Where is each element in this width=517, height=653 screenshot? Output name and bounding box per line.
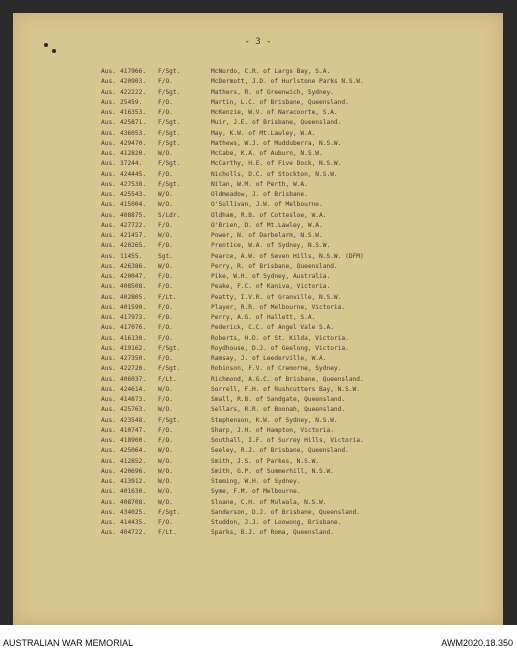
list-item: [13, 323, 503, 333]
list-item: [13, 436, 503, 446]
rank: W/O.: [158, 478, 173, 485]
rank: W/O.: [158, 406, 173, 414]
service-prefix: Aus.: [101, 416, 116, 424]
list-item: [13, 139, 503, 149]
service-number: 408875.: [120, 211, 147, 219]
rank: W/O.: [158, 262, 173, 270]
service-number: 416353.: [120, 109, 147, 116]
rank: F/O.: [158, 242, 173, 250]
service-number: 416130.: [120, 334, 147, 342]
service-prefix: Aus.: [101, 180, 116, 188]
rank: F/O.: [158, 314, 173, 321]
rank: F/Sgt.: [158, 139, 181, 147]
list-item: [13, 180, 503, 190]
person-name: Prentice, W.A. of Sydney, N.S.W.: [211, 242, 331, 250]
rank: W/O.: [158, 150, 173, 157]
service-number: 413912.: [120, 478, 147, 485]
rank: F/Sgt.: [158, 508, 181, 516]
person-name: Perry, A.G. of Hallett, S.A.: [211, 314, 316, 321]
rank: F/O.: [158, 170, 173, 178]
list-item: [13, 211, 503, 221]
roll-list: [13, 67, 503, 539]
service-prefix: Aus.: [101, 252, 116, 260]
person-name: McDermott, J.D. of Hurlstone Parks N.S.W.: [211, 78, 364, 86]
service-number: 426386.: [120, 262, 147, 270]
person-name: Stephenson, K.W. of Sydney, N.S.W.: [211, 416, 338, 424]
person-name: Richmond, A.G.C. of Brisbane, Queensland.: [211, 375, 364, 383]
rank: W/O.: [158, 498, 173, 506]
list-item: [13, 446, 503, 456]
person-name: O'Brien, D. of Mt.Lawley, W.A.: [211, 221, 323, 229]
person-name: Sharp, J.H. of Hampton, Victoria.: [211, 426, 334, 434]
person-name: O'Sullivan, J.W. of Melbourne.: [211, 201, 323, 209]
list-item: [13, 262, 503, 272]
rank: W/O.: [158, 467, 173, 475]
service-number: 37244.: [120, 160, 143, 168]
list-item: [13, 231, 503, 241]
list-item: [13, 364, 503, 374]
service-prefix: Aus.: [101, 109, 116, 116]
person-name: Mathews, W.J. of Mudduberra, N.S.W.: [211, 139, 342, 147]
list-item: [13, 303, 503, 313]
service-number: 401590.: [120, 303, 147, 311]
list-item: [13, 426, 503, 436]
rank: F/O.: [158, 355, 173, 362]
person-name: McNurdo, C.R. of Largs Bay, S.A.: [211, 68, 331, 75]
service-number: 425871.: [120, 119, 147, 127]
list-item: [13, 221, 503, 231]
service-prefix: Aus.: [101, 529, 116, 537]
service-prefix: Aus.: [101, 303, 116, 311]
rank: F/O.: [158, 324, 173, 332]
person-name: Oldham, R.B. of Cottesloe, W.A.: [211, 211, 327, 219]
service-prefix: Aus.: [101, 447, 116, 455]
institution-name: AUSTRALIAN WAR MEMORIAL: [3, 638, 134, 648]
service-prefix: Aus.: [101, 344, 116, 352]
list-item: [13, 498, 503, 508]
rank: F/O.: [158, 519, 173, 526]
service-prefix: Aus.: [101, 488, 116, 496]
person-name: Robinson, F.V. of Cremorne, Sydney.: [211, 365, 342, 373]
service-number: 425064.: [120, 447, 147, 455]
service-number: 414435.: [120, 519, 147, 526]
person-name: Nilan, W.M. of Perth, W.A.: [211, 180, 308, 188]
person-name: Southall, I.F. of Surrey Hills, Victoria.: [211, 437, 364, 444]
rank: W/O.: [158, 457, 173, 465]
rank: F/Sgt.: [158, 365, 181, 373]
person-name: Seeley, R.J. of Brisbane, Queensland.: [211, 447, 349, 455]
list-item: [13, 149, 503, 159]
rank: F/O.: [158, 98, 173, 106]
person-name: Pederick, C.C. of Angel Vale S.A.: [211, 324, 334, 332]
list-item: [13, 487, 503, 497]
person-name: Pearce, A.W. of Seven Hills, N.S.W. (DFM): [211, 252, 364, 260]
list-item: [13, 518, 503, 528]
rank: W/O.: [158, 232, 173, 239]
person-name: Syme, F.M. of Melbourne.: [211, 488, 301, 496]
person-name: Martin, L.C. of Brisbane, Queensland.: [211, 98, 349, 106]
rank: F/O.: [158, 221, 173, 229]
service-number: 436053.: [120, 129, 147, 137]
service-number: 424614.: [120, 385, 147, 393]
service-number: 425763.: [120, 406, 147, 414]
person-name: Peatty, I.V.R. of Granville, N.S.W.: [211, 293, 342, 301]
list-item: [13, 108, 503, 118]
service-number: 415004.: [120, 201, 147, 209]
person-name: Sparks, B.J. of Roma, Queensland.: [211, 529, 334, 537]
service-prefix: Aus.: [101, 467, 116, 475]
person-name: Sanderson, D.J. of Brisbane, Queensland.: [211, 508, 361, 516]
person-name: Sellars, R.R. of Boonah, Queensland.: [211, 406, 346, 414]
list-item: [13, 159, 503, 169]
service-prefix: Aus.: [101, 426, 116, 434]
accession-number: AWM2020.18.350: [441, 638, 513, 648]
service-prefix: Aus.: [101, 262, 116, 270]
service-prefix: Aus.: [101, 119, 116, 127]
person-name: Mathers, R. of Greenwich, Sydney.: [211, 88, 334, 96]
list-item: [13, 98, 503, 108]
caption-bar: [0, 625, 517, 653]
person-name: Ramsay, J. of Leederville, W.A.: [211, 355, 327, 362]
service-prefix: Aus.: [101, 201, 116, 209]
person-name: McCabe, K.A. of Auburn, N.S.W.: [211, 150, 323, 157]
service-number: 25459.: [120, 98, 143, 106]
list-item: [13, 467, 503, 477]
rank: F/Lt.: [158, 529, 177, 537]
service-number: 422222.: [120, 88, 147, 96]
service-prefix: Aus.: [101, 221, 116, 229]
rank: F/O.: [158, 283, 173, 291]
rank: F/Sgt.: [158, 88, 181, 96]
service-prefix: Aus.: [101, 355, 116, 362]
rank: W/O.: [158, 488, 173, 496]
service-number: 420265.: [120, 242, 147, 250]
list-item: [13, 354, 503, 364]
rank: F/Sgt.: [158, 344, 181, 352]
list-item: [13, 528, 503, 538]
rank: W/O.: [158, 201, 173, 209]
rank: W/O.: [158, 385, 173, 393]
service-prefix: Aus.: [101, 406, 116, 414]
service-prefix: Aus.: [101, 365, 116, 373]
rank: F/Lt.: [158, 293, 177, 301]
list-item: [13, 190, 503, 200]
rank: W/O.: [158, 447, 173, 455]
service-number: 417966.: [120, 68, 147, 75]
service-number: 424445.: [120, 170, 147, 178]
rank: F/O.: [158, 437, 173, 444]
rank: F/O.: [158, 334, 173, 342]
list-item: [13, 241, 503, 251]
rank: S/Ldr.: [158, 211, 181, 219]
service-number: 429470.: [120, 139, 147, 147]
service-number: 408708.: [120, 498, 147, 506]
person-name: McCarthy, H.E. of Five Dock, N.S.W.: [211, 160, 342, 168]
service-prefix: Aus.: [101, 242, 116, 250]
service-prefix: Aus.: [101, 160, 116, 168]
service-number: 401630.: [120, 488, 147, 496]
rank: F/Sgt.: [158, 119, 181, 127]
service-prefix: Aus.: [101, 191, 116, 198]
list-item: [13, 334, 503, 344]
service-number: 404722.: [120, 529, 147, 537]
rank: F/Sgt.: [158, 129, 181, 137]
list-item: [13, 457, 503, 467]
list-item: [13, 293, 503, 303]
rank: W/O.: [158, 191, 173, 198]
service-number: 420903.: [120, 78, 147, 86]
list-item: [13, 170, 503, 180]
service-number: 412820.: [120, 150, 147, 157]
person-name: Player, R.R. of Melbourne, Victoria.: [211, 303, 346, 311]
service-number: 427538.: [120, 180, 147, 188]
service-prefix: Aus.: [101, 385, 116, 393]
rank: F/O.: [158, 273, 173, 280]
document-page: [13, 13, 503, 625]
person-name: Pike, W.H. of Sydney, Australia.: [211, 273, 331, 280]
rank: F/Sgt.: [158, 160, 181, 168]
service-prefix: Aus.: [101, 334, 116, 342]
list-item: [13, 200, 503, 210]
list-item: [13, 375, 503, 385]
service-prefix: Aus.: [101, 437, 116, 444]
list-item: [13, 67, 503, 77]
person-name: Small, R.B. of Sandgate, Queensland.: [211, 396, 346, 403]
list-item: [13, 344, 503, 354]
rank: F/O.: [158, 78, 173, 86]
list-item: [13, 416, 503, 426]
person-name: McKenzie, W.V. of Naracoorte, S.A.: [211, 109, 338, 116]
service-number: 418900.: [120, 437, 147, 444]
service-number: 408508.: [120, 283, 147, 291]
service-number: 423548.: [120, 416, 147, 424]
list-item: [13, 282, 503, 292]
service-prefix: Aus.: [101, 170, 116, 178]
service-prefix: Aus.: [101, 396, 116, 403]
list-item: [13, 129, 503, 139]
list-item: [13, 77, 503, 87]
person-name: Muir, J.E. of Brisbane, Queensland.: [211, 119, 342, 127]
service-prefix: Aus.: [101, 375, 116, 383]
service-prefix: Aus.: [101, 98, 116, 106]
rank: F/O.: [158, 109, 173, 116]
rank: F/Sgt.: [158, 416, 181, 424]
service-number: 427722.: [120, 221, 147, 229]
service-prefix: Aus.: [101, 293, 116, 301]
service-prefix: Aus.: [101, 283, 116, 291]
list-item: [13, 395, 503, 405]
list-item: [13, 477, 503, 487]
list-item: [13, 272, 503, 282]
person-name: Smith, J.S. of Parkes, N.S.W.: [211, 457, 320, 465]
service-prefix: Aus.: [101, 88, 116, 96]
service-prefix: Aus.: [101, 129, 116, 137]
person-name: Roydhouse, D.J. of Geelong, Victoria.: [211, 344, 349, 352]
list-item: [13, 118, 503, 128]
person-name: Peake, F.C. of Kaniva, Victoria.: [211, 283, 331, 291]
person-name: Nicholls, D.C. of Stockton, N.S.W.: [211, 170, 338, 178]
service-number: 417973.: [120, 314, 147, 321]
list-item: [13, 385, 503, 395]
list-item: [13, 313, 503, 323]
rank: Sgt.: [158, 252, 173, 260]
service-prefix: Aus.: [101, 273, 116, 280]
person-name: Roberts, H.D. of St. Kilda, Victoria.: [211, 334, 349, 342]
service-prefix: Aus.: [101, 478, 116, 485]
person-name: Steming, W.H. of Sydney.: [211, 478, 301, 485]
person-name: May, K.W. of Mt.Lawley, W.A.: [211, 129, 316, 137]
service-number: 434025.: [120, 508, 147, 516]
service-number: 420696.: [120, 467, 147, 475]
service-number: 420047.: [120, 273, 147, 280]
list-item: [13, 405, 503, 415]
service-number: 417076.: [120, 324, 147, 332]
person-name: Sorrell, F.H. of Rushcutters Bay, N.S.W.: [211, 385, 361, 393]
person-name: Perry, R. of Brisbane, Queensland.: [211, 262, 338, 270]
service-number: 425543.: [120, 191, 147, 198]
service-number: 419162.: [120, 344, 147, 352]
list-item: [13, 252, 503, 262]
rank: F/O.: [158, 303, 173, 311]
rank: F/Sgt.: [158, 68, 181, 75]
service-prefix: Aus.: [101, 508, 116, 516]
service-prefix: Aus.: [101, 519, 116, 526]
rank: F/Sgt.: [158, 180, 181, 188]
page-number: - 3 -: [244, 37, 272, 47]
service-number: 410747.: [120, 426, 147, 434]
service-prefix: Aus.: [101, 457, 116, 465]
service-prefix: Aus.: [101, 150, 116, 157]
service-number: 421457.: [120, 232, 147, 239]
rank: F/Lt.: [158, 375, 177, 383]
service-prefix: Aus.: [101, 139, 116, 147]
service-number: 11455.: [120, 252, 143, 260]
service-prefix: Aus.: [101, 324, 116, 332]
service-prefix: Aus.: [101, 211, 116, 219]
person-name: Power, N. of Darbelarm, N.S.W.: [211, 232, 323, 239]
service-prefix: Aus.: [101, 232, 116, 239]
person-name: Studdon, J.J. of Loowong, Brisbane.: [211, 519, 342, 526]
service-prefix: Aus.: [101, 68, 116, 75]
service-prefix: Aus.: [101, 314, 116, 321]
service-prefix: Aus.: [101, 78, 116, 86]
service-number: 402805.: [120, 293, 147, 301]
list-item: [13, 508, 503, 518]
service-prefix: Aus.: [101, 498, 116, 506]
rank: F/O.: [158, 396, 173, 403]
service-number: 406037.: [120, 375, 147, 383]
person-name: Oldmeadow, J. of Brisbane.: [211, 191, 308, 198]
person-name: Sloane, C.H. of Mulwala, N.S.W.: [211, 498, 327, 506]
service-number: 427350.: [120, 355, 147, 362]
service-number: 414873.: [120, 396, 147, 403]
person-name: Smith, G.P. of Summerhill, N.S.W.: [211, 467, 334, 475]
list-item: [13, 88, 503, 98]
service-number: 412852.: [120, 457, 147, 465]
service-number: 422720.: [120, 365, 147, 373]
rank: F/O.: [158, 426, 173, 434]
